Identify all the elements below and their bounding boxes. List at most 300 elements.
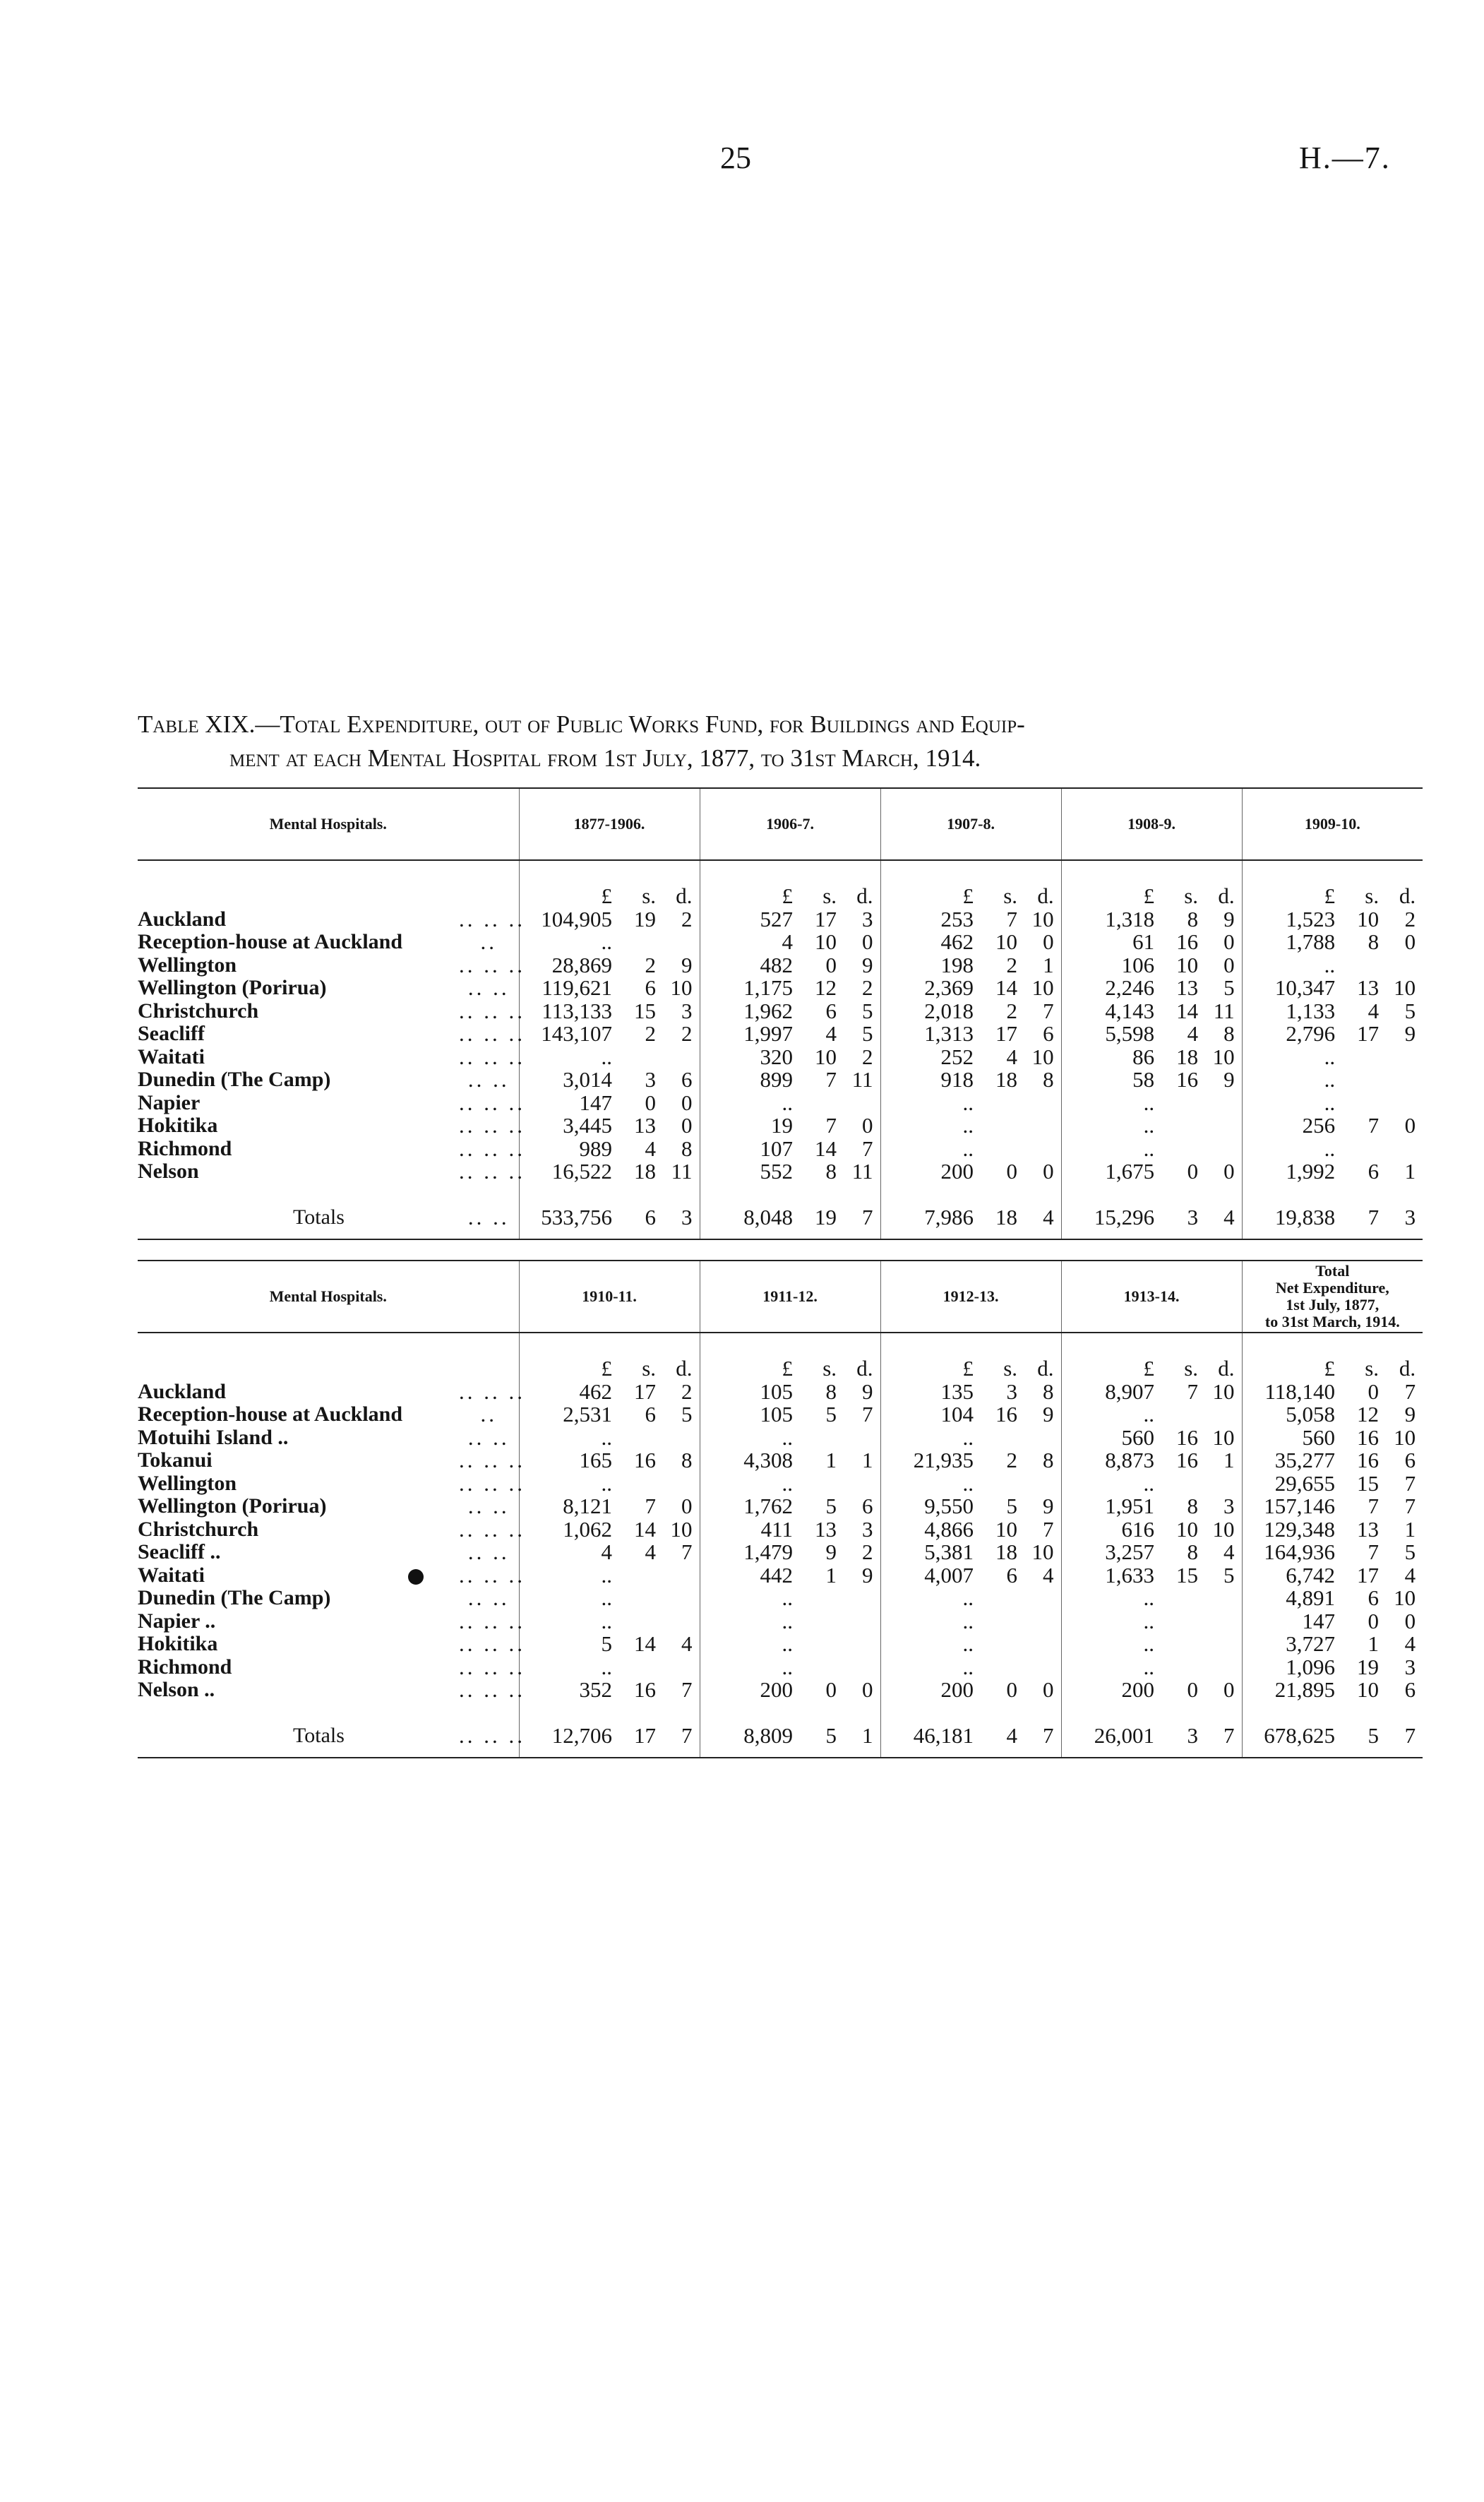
pounds-cell: 1,951 (1061, 1495, 1166, 1518)
unit-label: d. (1218, 1356, 1235, 1381)
expenditure-table-1877-1910 (138, 787, 1423, 1240)
hospital-name: Totals (138, 1708, 459, 1758)
table-row (138, 1472, 1423, 1496)
pounds-cell: 5,058 (1242, 1403, 1346, 1426)
shillings-cell: 0 (1187, 1677, 1199, 1702)
hospital-name: Christchurch (138, 999, 259, 1023)
pounds-cell: 8,907 (1061, 1381, 1166, 1404)
pounds-cell: 29,655 (1242, 1472, 1346, 1496)
pounds-cell: 560 (1061, 1426, 1166, 1450)
pounds-cell: 8,048 (700, 1189, 804, 1240)
pence-cell (845, 1426, 880, 1450)
units-row (138, 1333, 1423, 1381)
pounds-cell: .. (880, 1426, 985, 1450)
shillings-cell (1346, 1138, 1387, 1161)
pence-cell (1026, 1426, 1061, 1450)
column-header-period: 1913-14. (1061, 1261, 1242, 1333)
pence-cell: 7 (1207, 1708, 1242, 1758)
pence-cell: 1 (845, 1708, 880, 1758)
table-row (138, 1381, 1423, 1404)
pounds-cell: 26,001 (1061, 1708, 1166, 1758)
pence-cell: 3 (862, 906, 873, 931)
pence-cell: 3 (1387, 1189, 1423, 1240)
pounds-cell: 411 (700, 1518, 804, 1542)
pence-cell: 7 (1026, 1708, 1061, 1758)
shillings-cell (985, 1610, 1026, 1633)
table-row (138, 977, 1423, 1000)
hospital-name: Napier .. (138, 1609, 216, 1633)
pence-cell: 8 (1043, 1378, 1054, 1404)
unit-label: d. (676, 1356, 693, 1381)
shillings-cell (1346, 1068, 1387, 1092)
shillings-cell: 19 (634, 906, 657, 931)
pence-cell: 10 (1212, 1516, 1235, 1542)
shillings-cell: 15 (1176, 1562, 1199, 1587)
hospital-name: Reception-house at Auckland (138, 930, 403, 953)
table-row (138, 1518, 1423, 1542)
pounds-cell: .. (700, 1610, 804, 1633)
pence-cell: 11 (851, 1159, 873, 1184)
shillings-cell (1166, 1403, 1207, 1426)
pounds-cell: 616 (1061, 1518, 1166, 1542)
pounds-cell: 1,962 (700, 1000, 804, 1023)
shillings-cell (1166, 1610, 1207, 1633)
shillings-cell: 8 (1187, 906, 1199, 931)
shillings-cell: 7 (1368, 1539, 1380, 1564)
pence-cell: 7 (1043, 998, 1054, 1023)
shillings-cell: 7 (825, 1113, 837, 1138)
unit-label: s. (822, 883, 837, 908)
shillings-cell (623, 1587, 664, 1610)
shillings-cell: 19 (1357, 1654, 1380, 1679)
pounds-cell: 918 (880, 1068, 985, 1092)
pounds-cell: .. (880, 1610, 985, 1633)
pence-cell: 0 (1043, 929, 1054, 954)
hospital-name: Hokitika (138, 1632, 218, 1655)
total-header-line: Net Expenditure, (1275, 1279, 1389, 1297)
hospital-name: Richmond (138, 1136, 232, 1160)
shillings-cell: 17 (815, 906, 837, 931)
pounds-cell: 1,096 (1242, 1656, 1346, 1679)
hospital-name: Christchurch (138, 1517, 259, 1541)
pounds-cell: .. (1242, 1138, 1346, 1161)
hospital-name: Tokanui (138, 1448, 213, 1472)
pence-cell: 3 (862, 1516, 873, 1542)
pence-cell (1207, 1138, 1242, 1161)
pence-cell: 0 (681, 1494, 693, 1518)
shillings-cell (623, 1472, 664, 1496)
hospital-name: Waitati (138, 1044, 205, 1068)
unit-label: £ (1061, 860, 1166, 908)
pounds-cell: 4 (519, 1541, 623, 1564)
dot-leaders: .. .. .. (459, 1021, 525, 1046)
pounds-cell: 1,062 (519, 1518, 623, 1542)
pence-cell (664, 1587, 700, 1610)
caption-prefix: Table XIX.— (138, 710, 280, 738)
pence-cell: 0 (681, 1113, 693, 1138)
shillings-cell: 7 (825, 1067, 837, 1092)
pence-cell: 7 (862, 1136, 873, 1161)
unit-label: s. (1365, 883, 1380, 908)
pence-cell: 5 (681, 1402, 693, 1426)
table-row (138, 1656, 1423, 1679)
dot-leaders: .. .. (459, 1189, 519, 1240)
pounds-cell: 16,522 (519, 1160, 623, 1189)
shillings-cell: 6 (623, 1189, 664, 1240)
pence-cell: 7 (845, 1189, 880, 1240)
pounds-cell: .. (700, 1426, 804, 1450)
pounds-cell: 200 (880, 1679, 985, 1708)
hospital-name: Nelson (138, 1160, 199, 1183)
shillings-cell: 14 (815, 1136, 837, 1161)
table-row (138, 1138, 1423, 1161)
blank-cell (138, 1333, 459, 1381)
shillings-cell: 17 (1357, 1562, 1380, 1587)
hospital-name: Totals (138, 1189, 459, 1240)
dot-leaders: .. .. .. (459, 998, 525, 1023)
pounds-cell: .. (700, 1587, 804, 1610)
pounds-cell: 2,531 (519, 1403, 623, 1426)
pounds-cell: 21,935 (880, 1449, 985, 1472)
shillings-cell: 0 (1006, 1677, 1018, 1702)
pounds-cell: 200 (1061, 1679, 1166, 1708)
unit-label: d. (1037, 1356, 1054, 1381)
unit-label: d. (1399, 883, 1416, 908)
dot-leaders: .. .. (467, 975, 510, 1000)
shillings-cell: 16 (634, 1677, 657, 1702)
shillings-cell: 7 (1187, 1378, 1199, 1404)
pounds-cell: 61 (1061, 931, 1166, 954)
shillings-cell (985, 1472, 1026, 1496)
pence-cell: 9 (681, 952, 693, 977)
page-number: 25 (720, 141, 751, 175)
shillings-cell: 19 (804, 1189, 845, 1240)
table-row (138, 1046, 1423, 1069)
pence-cell (1026, 1472, 1061, 1496)
shillings-cell: 5 (1346, 1708, 1387, 1758)
pence-cell: 0 (681, 1090, 693, 1115)
pence-cell: 9 (1223, 1067, 1235, 1092)
pounds-cell: .. (880, 1114, 985, 1138)
pounds-cell: 552 (700, 1160, 804, 1189)
shillings-cell: 14 (634, 1631, 657, 1656)
pence-cell: 2 (862, 1044, 873, 1069)
pence-cell: 6 (1404, 1448, 1416, 1472)
dot-leaders: .. .. .. (459, 1562, 525, 1587)
pence-cell: 0 (862, 1677, 873, 1702)
pounds-cell: 105 (700, 1381, 804, 1404)
unit-label: £ (700, 860, 804, 908)
column-header-period: 1909-10. (1242, 788, 1423, 860)
shillings-cell: 16 (1176, 1067, 1199, 1092)
pounds-cell: .. (1061, 1633, 1166, 1656)
shillings-cell: 0 (1187, 1159, 1199, 1184)
pence-cell (664, 1564, 700, 1587)
table-row (138, 1679, 1423, 1708)
shillings-cell: 14 (634, 1516, 657, 1542)
pence-cell (1207, 1633, 1242, 1656)
pounds-cell: 1,523 (1242, 908, 1346, 931)
dot-leaders: .. .. (467, 1585, 510, 1610)
pence-cell: 10 (1212, 1424, 1235, 1450)
pence-cell: 5 (1223, 975, 1235, 1000)
dot-leaders: .. .. .. (459, 1378, 525, 1404)
unit-label: d. (856, 883, 873, 908)
shillings-cell: 10 (1357, 1677, 1380, 1702)
pounds-cell: 105 (700, 1403, 804, 1426)
pence-cell: 7 (862, 1402, 873, 1426)
shillings-cell (1346, 954, 1387, 977)
pence-cell: 0 (1043, 1677, 1054, 1702)
expenditure-table-1910-1914 (138, 1260, 1423, 1758)
pounds-cell: 1,175 (700, 977, 804, 1000)
hospital-name: Auckland (138, 1379, 227, 1403)
shillings-cell: 8 (1187, 1539, 1199, 1564)
pounds-cell: 35,277 (1242, 1449, 1346, 1472)
table-row (138, 1564, 1423, 1587)
pence-cell: 4 (1207, 1189, 1242, 1240)
shillings-cell (1166, 1472, 1207, 1496)
pence-cell (1026, 1114, 1061, 1138)
shillings-cell: 3 (1166, 1708, 1207, 1758)
hospital-name: Wellington (Porirua) (138, 1494, 327, 1518)
dot-leaders: .. .. .. (459, 1677, 525, 1702)
shillings-cell (1166, 1092, 1207, 1115)
pounds-cell: .. (880, 1587, 985, 1610)
shillings-cell (985, 1656, 1026, 1679)
shillings-cell (1346, 1046, 1387, 1069)
shillings-cell: 7 (1346, 1189, 1387, 1240)
pence-cell (845, 1587, 880, 1610)
shillings-cell: 10 (1176, 1516, 1199, 1542)
unit-label: s. (642, 883, 657, 908)
shillings-cell: 0 (1368, 1608, 1380, 1633)
shillings-cell: 0 (645, 1090, 657, 1115)
pence-cell: 9 (862, 952, 873, 977)
hospital-name: Waitati (138, 1563, 205, 1587)
pence-cell (1207, 1656, 1242, 1679)
pence-cell (845, 1610, 880, 1633)
pounds-cell: 157,146 (1242, 1495, 1346, 1518)
pence-cell: 11 (671, 1159, 693, 1184)
shillings-cell: 0 (825, 952, 837, 977)
pence-cell (1026, 1656, 1061, 1679)
pounds-cell: 1,318 (1061, 908, 1166, 931)
hospital-name: Wellington (138, 1471, 237, 1495)
pounds-cell: .. (519, 1046, 623, 1069)
dot-leaders: .. .. .. (459, 1090, 525, 1115)
pounds-cell: .. (1061, 1114, 1166, 1138)
shillings-cell (623, 1046, 664, 1069)
shillings-cell: 8 (825, 1159, 837, 1184)
pence-cell: 0 (1223, 1677, 1235, 1702)
pence-cell: 1 (1223, 1448, 1235, 1472)
pounds-cell: .. (880, 1472, 985, 1496)
shillings-cell: 0 (1368, 1378, 1380, 1404)
pounds-cell: 1,997 (700, 1023, 804, 1046)
pence-cell: 9 (1223, 906, 1235, 931)
pounds-cell: .. (1242, 954, 1346, 977)
shillings-cell: 17 (1357, 1021, 1380, 1046)
shillings-cell: 13 (1357, 1516, 1380, 1542)
pounds-cell: .. (519, 1564, 623, 1587)
pence-cell: 7 (1404, 1378, 1416, 1404)
dot-leaders: .. .. .. (459, 1708, 519, 1758)
hospital-name: Napier (138, 1090, 201, 1114)
pounds-cell: 104,905 (519, 908, 623, 931)
pence-cell: 7 (664, 1708, 700, 1758)
pence-cell: 8 (1223, 1021, 1235, 1046)
pounds-cell: .. (519, 1656, 623, 1679)
pence-cell: 0 (862, 929, 873, 954)
unit-label: £ (880, 860, 985, 908)
pounds-cell: 28,869 (519, 954, 623, 977)
table-row (138, 954, 1423, 977)
shillings-cell: 1 (825, 1448, 837, 1472)
pence-cell (1387, 954, 1423, 977)
table-row (138, 1449, 1423, 1472)
unit-label: s. (1003, 883, 1018, 908)
pounds-cell: 104 (880, 1403, 985, 1426)
pence-cell: 4 (681, 1631, 693, 1656)
pence-cell: 2 (1404, 906, 1416, 931)
shillings-cell: 6 (645, 975, 657, 1000)
pounds-cell: 4 (700, 931, 804, 954)
pounds-cell: 86 (1061, 1046, 1166, 1069)
dot-leaders: .. .. .. (459, 1608, 525, 1633)
pence-cell (1026, 1633, 1061, 1656)
shillings-cell (985, 1587, 1026, 1610)
pounds-cell: .. (1061, 1587, 1166, 1610)
shillings-cell: 3 (1006, 1378, 1018, 1404)
pounds-cell: 107 (700, 1138, 804, 1161)
column-header-hospital: Mental Hospitals. (138, 1261, 519, 1333)
pence-cell: 4 (1043, 1562, 1054, 1587)
table-row (138, 1610, 1423, 1633)
pence-cell: 4 (1223, 1539, 1235, 1564)
pence-cell: 5 (862, 998, 873, 1023)
unit-label: d. (676, 883, 693, 908)
pounds-cell: 1,675 (1061, 1160, 1166, 1189)
ink-spot (408, 1569, 424, 1585)
pence-cell: 10 (1394, 975, 1416, 1000)
dot-leaders: .. (480, 1402, 497, 1426)
pounds-cell: .. (1242, 1068, 1346, 1092)
pounds-cell: 2,018 (880, 1000, 985, 1023)
dot-leaders: .. .. (467, 1539, 510, 1564)
hospital-name: Auckland (138, 907, 227, 931)
shillings-cell: 16 (1176, 1448, 1199, 1472)
shillings-cell: 8 (825, 1378, 837, 1404)
unit-label: d. (1399, 1356, 1416, 1381)
shillings-cell: 17 (995, 1021, 1018, 1046)
unit-label: £ (1242, 860, 1346, 908)
shillings-cell (623, 931, 664, 954)
shillings-cell (804, 1610, 845, 1633)
table-row (138, 1023, 1423, 1046)
pence-cell: 7 (681, 1539, 693, 1564)
pence-cell: 8 (1043, 1067, 1054, 1092)
shillings-cell: 17 (634, 1378, 657, 1404)
pounds-cell: .. (700, 1472, 804, 1496)
pounds-cell: 6,742 (1242, 1564, 1346, 1587)
pounds-cell: 118,140 (1242, 1381, 1346, 1404)
shillings-cell (804, 1092, 845, 1115)
shillings-cell: 6 (1006, 1562, 1018, 1587)
pounds-cell: .. (519, 931, 623, 954)
hospital-name: Dunedin (The Camp) (138, 1068, 331, 1091)
shillings-cell: 16 (1357, 1424, 1380, 1450)
pounds-cell: 989 (519, 1138, 623, 1161)
shillings-cell: 18 (995, 1539, 1018, 1564)
shillings-cell: 4 (985, 1708, 1026, 1758)
pence-cell: 1 (1404, 1159, 1416, 1184)
shillings-cell: 5 (825, 1402, 837, 1426)
pence-cell: 10 (1394, 1424, 1416, 1450)
pounds-cell: 135 (880, 1381, 985, 1404)
pence-cell: 5 (1404, 1539, 1416, 1564)
shillings-cell (1166, 1633, 1207, 1656)
pounds-cell: .. (700, 1633, 804, 1656)
pence-cell (1207, 1403, 1242, 1426)
pounds-cell: 533,756 (519, 1189, 623, 1240)
pence-cell: 3 (1404, 1654, 1416, 1679)
pounds-cell: 8,873 (1061, 1449, 1166, 1472)
shillings-cell (1346, 1092, 1387, 1115)
shillings-cell (804, 1656, 845, 1679)
pence-cell: 5 (1404, 998, 1416, 1023)
pence-cell (664, 1046, 700, 1069)
pounds-cell: 2,796 (1242, 1023, 1346, 1046)
shillings-cell: 16 (1357, 1448, 1380, 1472)
pounds-cell: 3,445 (519, 1114, 623, 1138)
hospital-name: Seacliff (138, 1022, 205, 1045)
shillings-cell (623, 1610, 664, 1633)
hospital-name: Motuihi Island .. (138, 1425, 289, 1449)
column-header-period: 1907-8. (880, 788, 1061, 860)
pounds-cell: 8,809 (700, 1708, 804, 1758)
pounds-cell: .. (1061, 1610, 1166, 1633)
shillings-cell: 18 (985, 1189, 1026, 1240)
pence-cell: 10 (1031, 906, 1054, 931)
unit-label: s. (642, 1356, 657, 1381)
pence-cell: 8 (1043, 1448, 1054, 1472)
shillings-cell: 12 (815, 975, 837, 1000)
shillings-cell: 10 (995, 929, 1018, 954)
pence-cell (1387, 1092, 1423, 1115)
pounds-cell: 164,936 (1242, 1541, 1346, 1564)
pounds-cell: 4,891 (1242, 1587, 1346, 1610)
shillings-cell: 5 (804, 1708, 845, 1758)
pence-cell (1026, 1092, 1061, 1115)
shillings-cell: 18 (634, 1159, 657, 1184)
pence-cell (1026, 1138, 1061, 1161)
pence-cell: 10 (1212, 1044, 1235, 1069)
shillings-cell (804, 1587, 845, 1610)
total-header-line: to 31st March, 1914. (1264, 1313, 1400, 1330)
pence-cell: 1 (1043, 952, 1054, 977)
column-header-period: 1912-13. (880, 1261, 1061, 1333)
pence-cell: 2 (681, 1378, 693, 1404)
pounds-cell: 3,727 (1242, 1633, 1346, 1656)
pounds-cell: 1,762 (700, 1495, 804, 1518)
shillings-cell: 3 (645, 1067, 657, 1092)
dot-leaders: .. .. (467, 1067, 510, 1092)
shillings-cell: 12 (1357, 1402, 1380, 1426)
shillings-cell: 0 (1006, 1159, 1018, 1184)
pence-cell: 10 (1031, 1539, 1054, 1564)
unit-label: £ (880, 1333, 985, 1381)
